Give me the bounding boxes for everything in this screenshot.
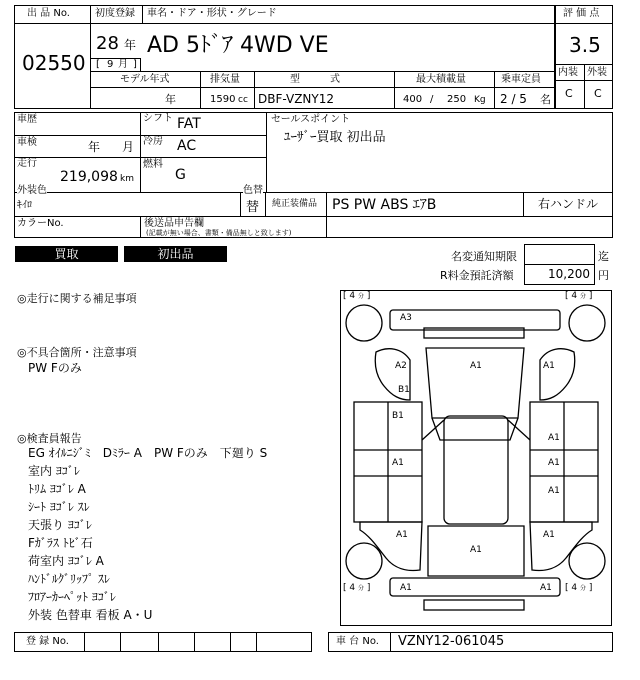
name-label: 車名・ドア・形状・グレード	[147, 8, 277, 19]
color-value: ｷｲﾛ	[17, 200, 32, 211]
aircon-value: AC	[177, 138, 197, 154]
type: DBF-VZNY12	[258, 92, 335, 106]
lot-no-label: 出 品 No.	[27, 8, 70, 19]
inspector-line: Fｶﾞﾗｽ ﾄﾋﾞ石	[28, 536, 93, 550]
damage-mark: A1	[548, 458, 560, 468]
damage-mark: A1	[543, 530, 555, 540]
damage-mark: A1	[548, 433, 560, 443]
year-value: 28	[96, 33, 119, 54]
inspector-line: 荷室内 ﾖｺﾞﾚ A	[28, 554, 104, 568]
exterior-label: 外装	[587, 67, 607, 78]
capacity: 2 / 5	[500, 92, 527, 106]
corner-br: [ 4 分 ]	[565, 583, 593, 593]
inspector-line: 天張り ﾖｺﾞﾚ	[28, 518, 92, 532]
aircon-label: 冷房	[143, 136, 163, 147]
damage-mark: A1	[470, 361, 482, 371]
grade-score: 3.5	[569, 33, 601, 57]
sales-point-label: セールスポイント	[271, 114, 351, 125]
mileage-label: 走行	[17, 158, 37, 169]
inspection-year: 年	[88, 140, 101, 154]
reg-label: 初度登録	[95, 8, 135, 19]
color-change-value: 替	[246, 200, 260, 215]
inspection-month: 月	[122, 140, 135, 154]
inspector-report-title: ◎検査員報告	[17, 432, 82, 445]
inspection-label: 車検	[17, 137, 37, 148]
shift-value: FAT	[177, 116, 201, 132]
color-no-label: カラーNo.	[17, 218, 64, 229]
history-label: 車歴	[17, 114, 37, 125]
inspector-line: 外装 色替車 看板 A・U	[28, 608, 153, 622]
model-year-label: モデル年式	[120, 74, 170, 85]
capacity-label: 乗車定員	[501, 74, 541, 85]
car-outline	[340, 290, 612, 626]
inspector-line: 室内 ﾖｺﾞﾚ	[28, 464, 80, 478]
month-bracket-open: [	[96, 59, 100, 70]
fuel-value: G	[175, 167, 186, 183]
delivery-label: 後送品申告欄	[144, 218, 204, 229]
deadline-label: 名変通知期限	[451, 250, 517, 263]
corner-bl: [ 4 分 ]	[343, 583, 371, 593]
exterior-grade: C	[594, 87, 602, 100]
damage-mark: A1	[392, 458, 404, 468]
inspector-line: EG ｵｲﾙﾆｼﾞﾐ Dﾐﾗｰ A PW Fのみ 下廻り S	[28, 446, 268, 460]
recycle-value: 10,200	[548, 267, 590, 281]
load-sep: /	[430, 94, 434, 105]
damage-mark: A1	[540, 583, 552, 593]
sales-point: ﾕｰｻﾞｰ買取 初出品	[284, 130, 386, 145]
damage-mark: A1	[470, 545, 482, 555]
damage-mark: B1	[398, 385, 410, 395]
interior-grade: C	[565, 87, 573, 100]
mileage-value: 219,098	[60, 169, 118, 185]
fuel-label: 燃料	[143, 159, 163, 170]
car-name: AD 5ﾄﾞｱ 4WD VE	[147, 33, 329, 58]
grade-label: 評 価 点	[563, 8, 600, 19]
damage-mark: A3	[400, 313, 412, 323]
load-b: 250	[447, 94, 467, 105]
inspector-line: ｼｰﾄ ﾖｺﾞﾚ ｽﾚ	[28, 500, 90, 514]
inspector-line: ﾌﾛｱｰｶｰﾍﾟｯﾄ ﾖｺﾞﾚ	[28, 590, 116, 604]
capacity-unit: 名	[540, 93, 551, 106]
recycle-unit: 円	[598, 269, 609, 282]
year-unit: 年	[124, 38, 137, 52]
chassis-value: VZNY12-061045	[398, 634, 505, 649]
equipment-label: 純正装備品	[272, 199, 318, 209]
buy-badge: 買取	[15, 246, 118, 262]
color-change-label: 色替	[243, 185, 263, 196]
mileage-unit: km	[120, 174, 134, 184]
damage-mark: A1	[396, 530, 408, 540]
defect-notes-title: ◎不具合箇所・注意事項	[17, 346, 137, 359]
displacement: 1590	[210, 94, 236, 105]
month-unit: 月	[118, 59, 128, 70]
load-a: 400	[403, 94, 423, 105]
displacement-label: 排気量	[210, 74, 240, 85]
corner-tl: [ 4 分 ]	[343, 291, 371, 301]
month-value: 9	[107, 59, 114, 70]
color-label: 外装色	[17, 185, 47, 196]
inspector-line: ﾄﾘﾑ ﾖｺﾞﾚ A	[28, 482, 86, 496]
damage-mark: A2	[395, 361, 407, 371]
registration-label: 登 録 No.	[26, 636, 69, 647]
inspector-line: ﾊﾝﾄﾞﾙｸﾞﾘｯﾌﾟ ｽﾚ	[28, 572, 110, 586]
model-year-unit: 年	[165, 93, 176, 106]
steering-value: 右ハンドル	[538, 197, 599, 211]
deadline-suffix: 迄	[598, 250, 609, 263]
type-label: 型 式	[290, 74, 340, 85]
first-listing-badge: 初出品	[124, 246, 227, 262]
load-unit: Kg	[474, 95, 486, 105]
chassis-label: 車 台 No.	[336, 636, 379, 647]
delivery-note: (記載が無い場合、書類・備品無しと致します)	[146, 229, 292, 237]
damage-mark: A1	[400, 583, 412, 593]
deadline-field	[524, 244, 595, 265]
driving-notes-title: ◎走行に関する補足事項	[17, 292, 137, 305]
load-label: 最大積載量	[416, 74, 466, 85]
lot-no: 02550	[22, 51, 86, 75]
defect-notes-text: PW Fのみ	[28, 361, 82, 375]
corner-tr: [ 4 分 ]	[565, 291, 593, 301]
damage-mark: A1	[543, 361, 555, 371]
damage-mark: B1	[392, 411, 404, 421]
month-bracket-close: ]	[133, 59, 137, 70]
damage-mark: A1	[548, 486, 560, 496]
equipment-value: PS PW ABS ｴｱB	[332, 197, 437, 213]
shift-label: シフト	[143, 113, 173, 124]
recycle-label: R料金預託済額	[440, 269, 514, 282]
displacement-unit: cc	[238, 95, 248, 105]
interior-label: 内装	[558, 67, 578, 78]
